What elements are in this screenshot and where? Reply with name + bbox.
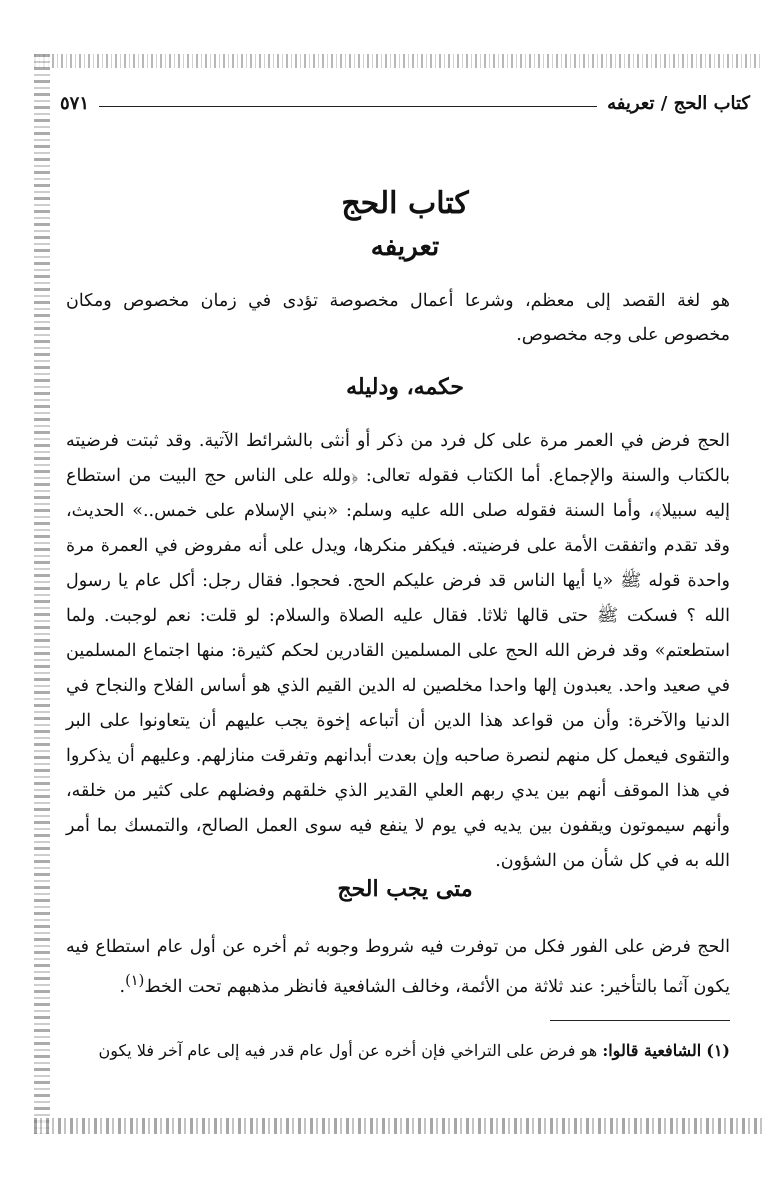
when-obligatory-text: الحج فرض على الفور فكل من توفرت فيه شروط وجوبه ثم أخره عن أول عام استطاع فيه يكون آثما بالتأخير: عند ثلاثة من الأئمة، وخالف الشافعية فانظر مذهبهم تحت الخط — [66, 937, 730, 997]
running-head — [60, 88, 750, 118]
footnote — [66, 1036, 730, 1066]
footnote-rule — [550, 1020, 730, 1021]
page-number: ٥٧١ — [60, 92, 90, 114]
running-head-rule — [99, 106, 597, 107]
section-heading-ruling: حكمه، ودليله — [346, 374, 464, 400]
footnote-number: (١) — [706, 1041, 730, 1060]
decorative-border-bottom — [34, 1118, 762, 1134]
chapter-title: كتاب الحج — [341, 186, 469, 221]
footnote-label: الشافعية قالوا: — [602, 1041, 702, 1060]
when-obligatory-paragraph: الحج فرض على الفور فكل من توفرت فيه شروط وجوبه ثم أخره عن أول عام استطاع فيه يكون آثما بالتأخير: عند ثلاثة من الأئمة، وخالف الشافعية فانظر مذهبهم تحت الخط$^{(١)}$. — [66, 937, 730, 997]
decorative-border-left — [34, 54, 50, 1134]
running-head-title: كتاب الحج / تعريفه — [607, 92, 750, 114]
chapter-subtitle: تعريفه — [370, 232, 440, 262]
decorative-border-top — [34, 54, 762, 68]
footnote-text: هو فرض على التراخي فإن أخره عن أول عام قدر فيه إلى عام آخر فلا يكون — [98, 1041, 598, 1060]
section-heading-when-obligatory: متى يجب الحج — [337, 876, 473, 902]
ruling-paragraph: الحج فرض في العمر مرة على كل فرد من ذكر أو أنثى بالشرائط الآتية. وقد ثبتت فرضيته بالكتاب والسنة والإجماع. أما الكتاب فقوله تعالى: ﴿ولله على الناس حج البيت من استطاع إليه سبيلا﴾، وأما السنة فقوله صلى الله عليه وسلم: «بني الإسلام على خمس..» الحديث، وقد تقدم واتفقت الأمة على فرضيته. فيكفر منكرها، ويدل على أنه مفروض في العمرة مرة واحدة قوله ﷺ «يا أيها الناس قد فرض عليكم الحج. فحجوا. فقال رجل: أكل عام يا رسول الله ؟ فسكت ﷺ حتى قالها ثلاثا. فقال عليه الصلاة والسلام: لو قلت: نعم لوجبت. ولما استطعتم» وقد فرض الله الحج على المسلمين القادرين لحكم كثيرة: منها اجتماع المسلمين في صعيد واحد. يعبدون إلها واحدا مخلصين له الدين القيم الذي هو أساس الفلاح والنجاح في الدنيا والآخرة: وأن من قواعد هذا الدين أن أتباعه إخوة يجب عليهم أن يتعاونوا على البر والتقوى فيعمل كل منهم لنصرة صاحبه وإن بعدت أبدانهم وتفرقت منازلهم. وعليهم أن يذكروا في هذا الموقف أنهم بين يدي ربهم العلي القدير الذي خلقهم وفضلهم على كثير من خلقه، وأنهم سيموتون ويقفون بين يديه في يوم لا ينفع فيه سوى العمل الصالح، والتمسك بما أمر الله به في كل شأن من الشؤون. — [66, 431, 730, 871]
footnote-reference: (١) — [125, 972, 145, 989]
definition-paragraph: هو لغة القصد إلى معظم، وشرعا أعمال مخصوصة تؤدى في زمان مخصوص ومكان مخصوص على وجه مخصوص. — [66, 291, 730, 345]
